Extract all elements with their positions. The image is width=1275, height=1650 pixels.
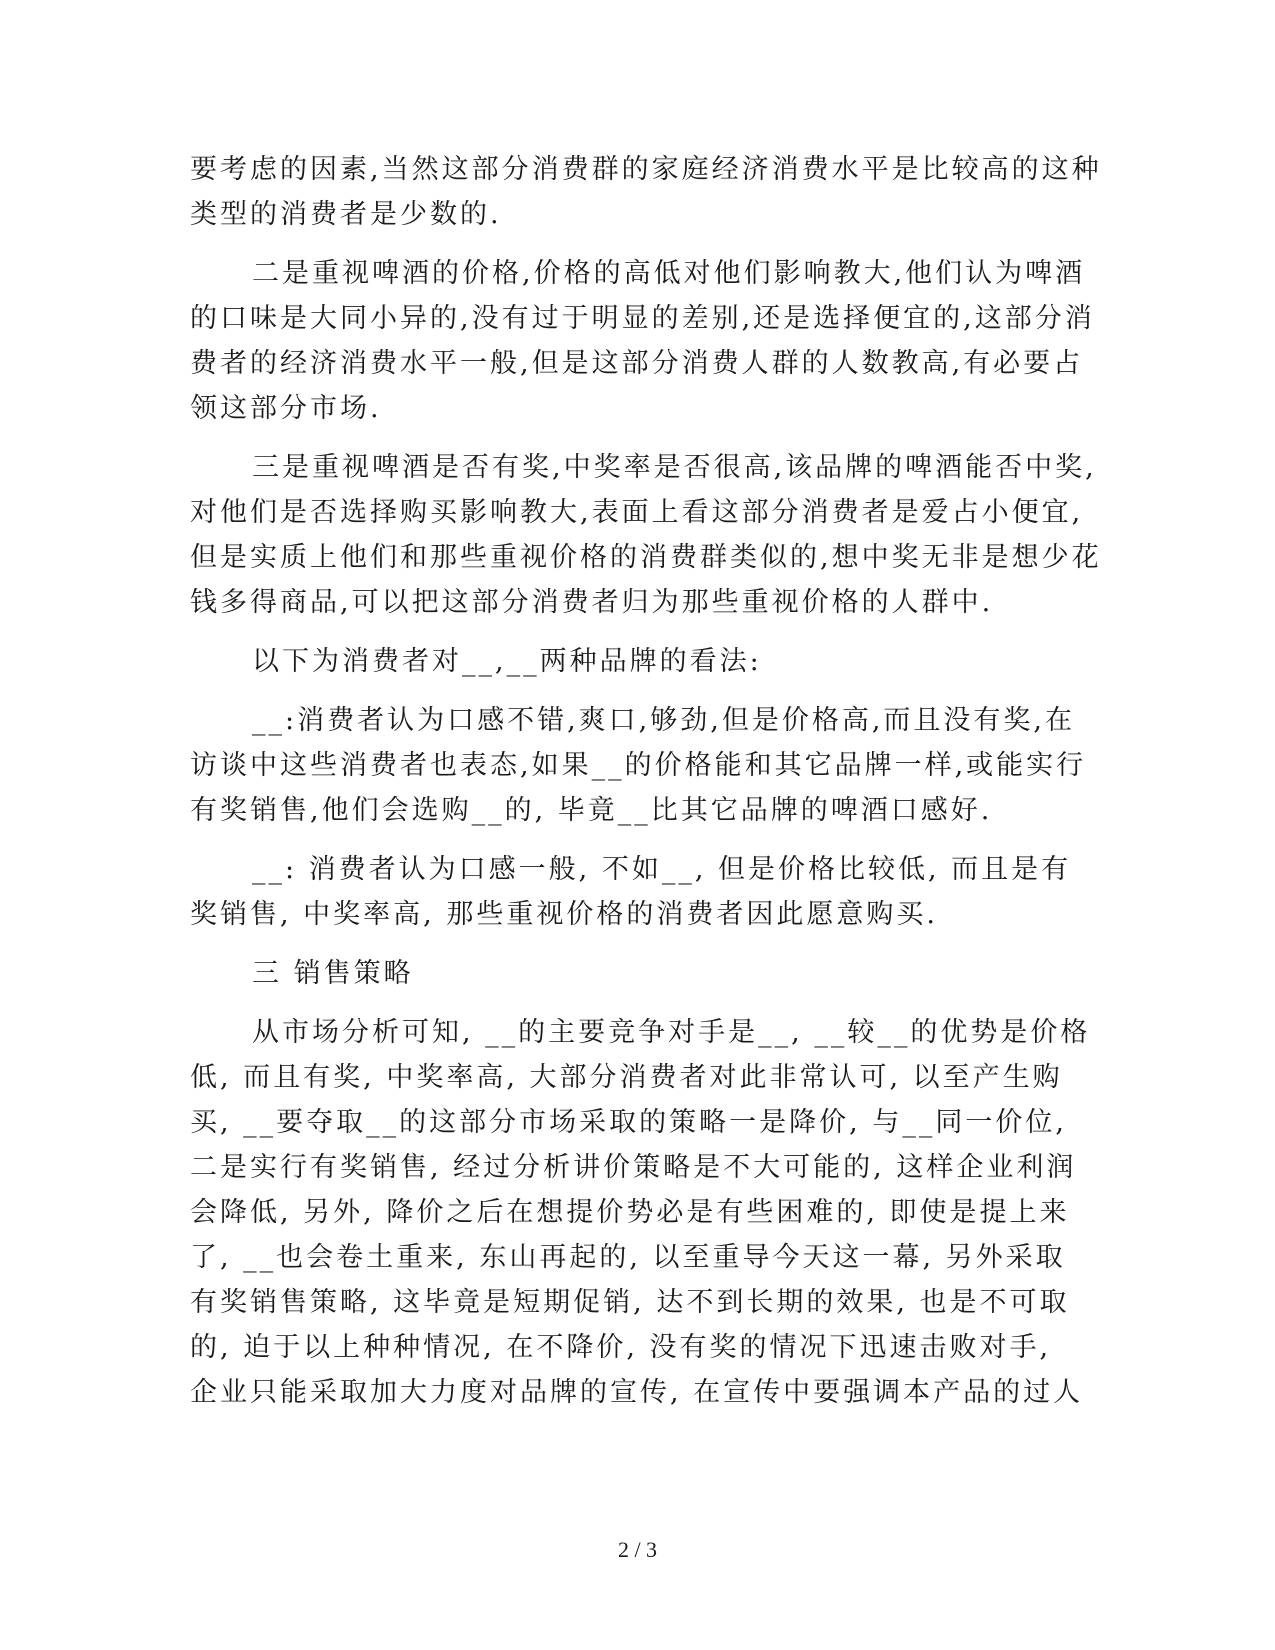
paragraph-brand-b bbox=[190, 847, 1070, 937]
paragraph-continuation bbox=[190, 147, 1102, 237]
text-line: 要考虑的因素,当然这部分消费群的家庭经济消费水平是比较高的这种 bbox=[190, 154, 1102, 185]
section-heading: 三 销售策略 bbox=[252, 958, 414, 989]
text-line: 了, __也会卷土重来, 东山再起的, 以至重导今天这一幕, 另外采取 bbox=[190, 1242, 1066, 1273]
text-line: 费者的经济消费水平一般,但是这部分消费人群的人数教高,有必要占 bbox=[190, 348, 1084, 379]
text-line: 的, 迫于以上种种情况, 在不降价, 没有奖的情况下迅速击败对手, bbox=[190, 1332, 1052, 1363]
page-number: 2 / 3 bbox=[617, 1537, 658, 1562]
paragraph-brand-a bbox=[190, 698, 1087, 833]
text-line: 会降低, 另外, 降价之后在想提价势必是有些困难的, 即使是提上来 bbox=[190, 1197, 1070, 1228]
text-line: 的口味是大同小异的,没有过于明显的差别,还是选择便宜的,这部分消 bbox=[190, 303, 1095, 334]
text-line: 对他们是否选择购买影响教大,表面上看这部分消费者是爱占小便宜, bbox=[190, 497, 1084, 528]
text-line: __:消费者认为口感不错,爽口,够劲,但是价格高,而且没有奖,在 bbox=[252, 705, 1076, 736]
text-line: 二是重视啤酒的价格,价格的高低对他们影响教大,他们认为啤酒 bbox=[252, 258, 1086, 289]
text-line: 领这部分市场. bbox=[190, 393, 382, 424]
document-body bbox=[190, 147, 1102, 1429]
paragraph-price-sensitive bbox=[190, 251, 1095, 431]
text-line: 低, 而且有奖, 中奖率高, 大部分消费者对此非常认可, 以至产生购 bbox=[190, 1062, 1063, 1093]
text-line: __: 消费者认为口感一般, 不如__, 但是价格比较低, 而且是有 bbox=[252, 854, 1072, 885]
paragraph-strategy bbox=[190, 1010, 1091, 1415]
section-heading-sales-strategy bbox=[190, 951, 1070, 996]
text-line: 三是重视啤酒是否有奖,中奖率是否很高,该品牌的啤酒能否中奖, bbox=[252, 452, 1097, 483]
text-line: 企业只能采取加大力度对品牌的宣传, 在宣传中要强调本产品的过人 bbox=[190, 1377, 1084, 1408]
text-line: 有奖销售策略, 这毕竟是短期促销, 达不到长期的效果, 也是不可取 bbox=[190, 1287, 1070, 1318]
text-line: 从市场分析可知, __的主要竞争对手是__, __较__的优势是价格 bbox=[252, 1017, 1091, 1048]
text-line: 买, __要夺取__的这部分市场采取的策略一是降价, 与__同一价位, bbox=[190, 1107, 1067, 1138]
text-line: 类型的消费者是少数的. bbox=[190, 199, 502, 230]
paragraph-prize-sensitive bbox=[190, 445, 1102, 625]
paragraph-brand-views-intro bbox=[190, 639, 1070, 684]
text-line: 奖销售, 中奖率高, 那些重视价格的消费者因此愿意购买. bbox=[190, 899, 938, 930]
text-line: 有奖销售,他们会选购__的, 毕竟__比其它品牌的啤酒口感好. bbox=[190, 795, 993, 826]
text-line: 访谈中这些消费者也表态,如果__的价格能和其它品牌一样,或能实行 bbox=[190, 750, 1087, 781]
text-line: 以下为消费者对__,__两种品牌的看法: bbox=[252, 646, 762, 677]
text-line: 钱多得商品,可以把这部分消费者归为那些重视价格的人群中. bbox=[190, 587, 994, 618]
text-line: 但是实质上他们和那些重视价格的消费群类似的,想中奖无非是想少花 bbox=[190, 542, 1102, 573]
text-line: 二是实行有奖销售, 经过分析讲价策略是不大可能的, 这样企业利润 bbox=[190, 1152, 1077, 1183]
